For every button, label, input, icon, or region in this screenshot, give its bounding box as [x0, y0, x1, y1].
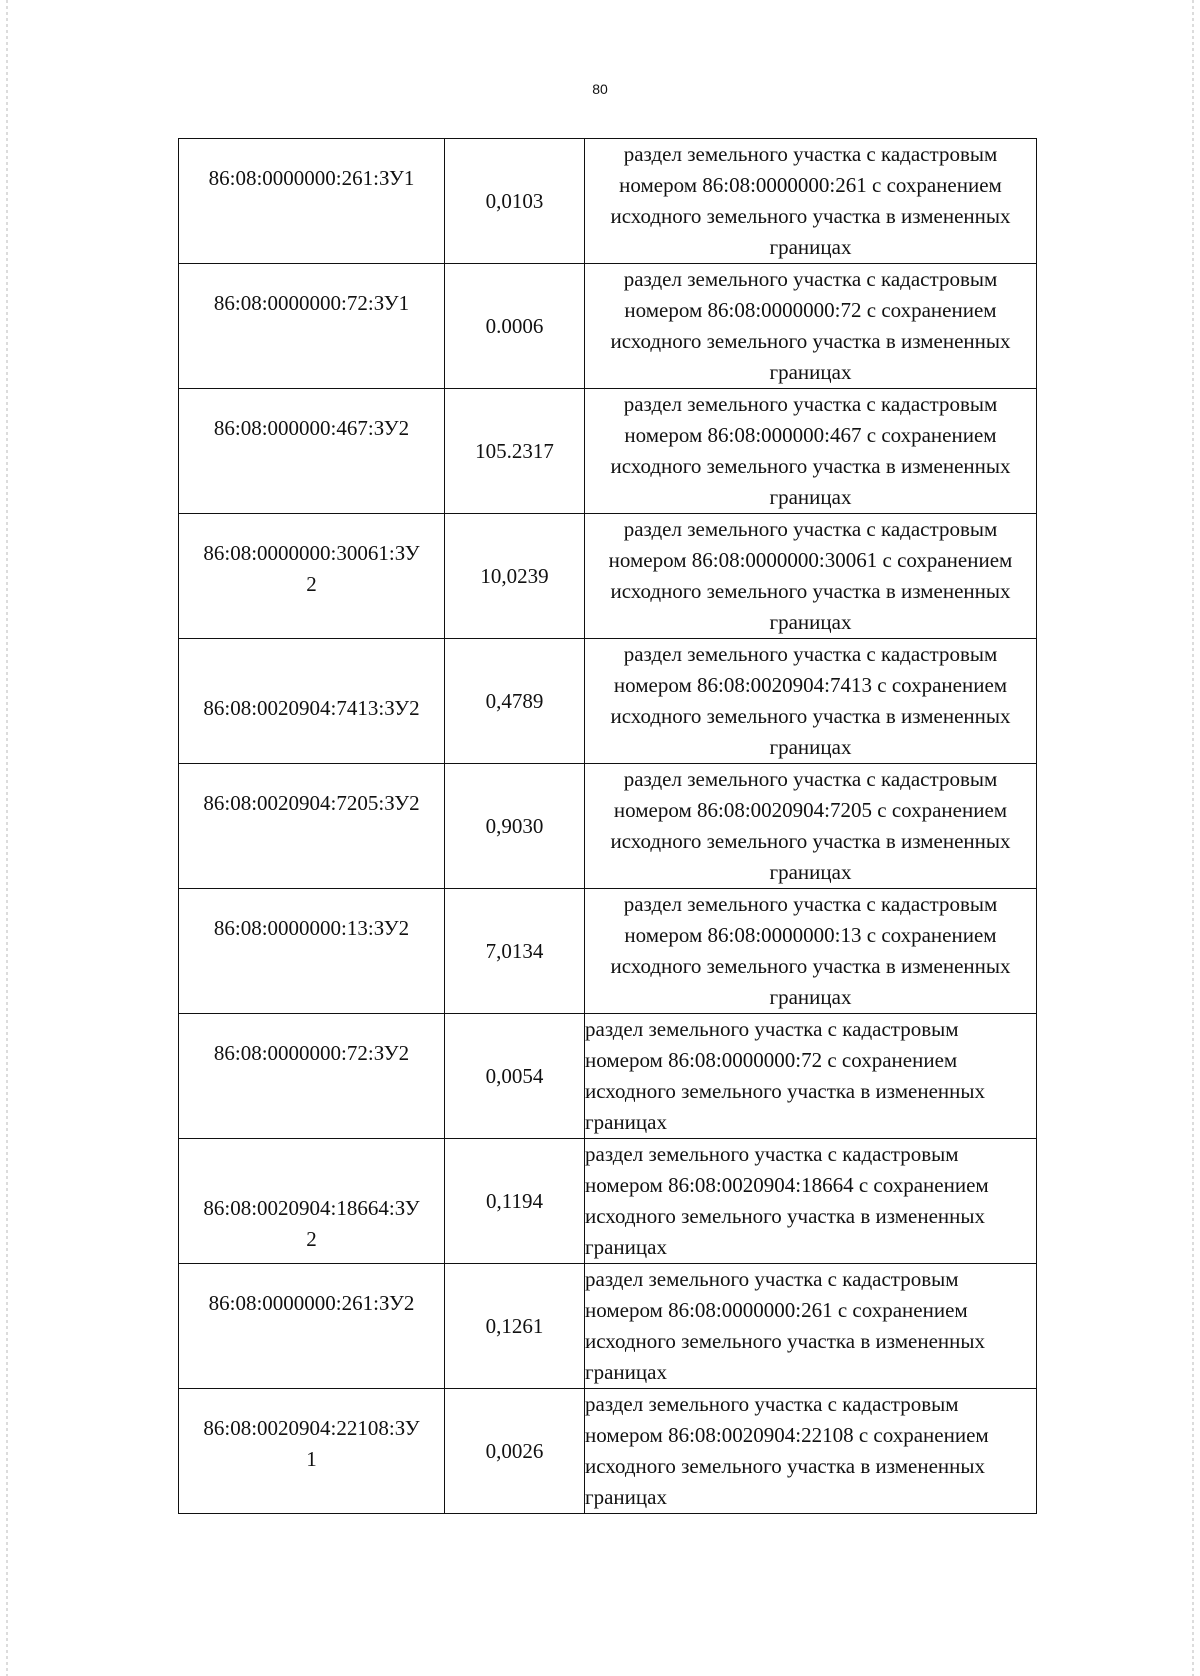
cadastral-number-cell [179, 889, 445, 1014]
cadastral-number-cell [179, 1014, 445, 1139]
cadastral-number-cell [179, 389, 445, 514]
description-text: раздел земельного участка с кадастровым номером 86:08:0020904:18664 с сохранением исходного земельного участка в измененных границах [585, 1142, 989, 1259]
area-value: 0,1194 [486, 1188, 543, 1213]
description-cell [585, 1014, 1037, 1139]
description-cell [585, 764, 1037, 889]
cadastral-number-cell [179, 639, 445, 764]
area-value: 7,0134 [485, 938, 544, 963]
area-cell [445, 764, 585, 889]
page-number: 80 [592, 81, 608, 97]
parcels-table [178, 138, 1037, 1514]
cadastral-number: 86:08:0020904:22108:ЗУ 1 [203, 1416, 420, 1471]
area-cell [445, 389, 585, 514]
area-value: 0,9030 [485, 813, 544, 838]
cadastral-number: 86:08:0020904:7413:ЗУ2 [203, 696, 420, 720]
cadastral-number: 86:08:0020904:7205:ЗУ2 [203, 791, 420, 815]
table-row [179, 1264, 1037, 1389]
area-value: 10,0239 [480, 563, 549, 588]
cadastral-number: 86:08:0020904:18664:ЗУ 2 [203, 1196, 420, 1251]
area-cell [445, 889, 585, 1014]
cadastral-number-cell [179, 264, 445, 389]
table-row [179, 639, 1037, 764]
description-cell [585, 639, 1037, 764]
area-cell [445, 1389, 585, 1514]
description-text: раздел земельного участка с кадастровым номером 86:08:0020904:7205 с сохранением исходного земельного участка в измененных границах [610, 767, 1011, 884]
area-value: 0,0026 [485, 1438, 544, 1463]
description-cell [585, 1389, 1037, 1514]
description-cell [585, 264, 1037, 389]
area-value: 0,4789 [485, 688, 544, 713]
table-row [179, 889, 1037, 1014]
description-cell [585, 139, 1037, 264]
area-value: 105.2317 [475, 438, 554, 463]
area-cell [445, 264, 585, 389]
table-row [179, 139, 1037, 264]
description-text: раздел земельного участка с кадастровым номером 86:08:000000:467 с сохранением исходного земельного участка в измененных границах [610, 392, 1011, 509]
table-row [179, 514, 1037, 639]
description-cell [585, 389, 1037, 514]
cadastral-number: 86:08:0000000:30061:ЗУ 2 [203, 541, 420, 596]
cadastral-number: 86:08:0000000:72:ЗУ1 [213, 291, 410, 315]
cadastral-number: 86:08:0000000:261:ЗУ2 [208, 1291, 415, 1315]
cadastral-number: 86:08:0000000:72:ЗУ2 [213, 1041, 410, 1065]
description-text: раздел земельного участка с кадастровым номером 86:08:0000000:30061 с сохранением исходного земельного участка в измененных границах [608, 517, 1013, 634]
description-text: раздел земельного участка с кадастровым номером 86:08:0000000:261 с сохранением исходного земельного участка в измененных границах [585, 1267, 985, 1384]
description-text: раздел земельного участка с кадастровым номером 86:08:0000000:72 с сохранением исходного земельного участка в измененных границах [585, 1017, 985, 1134]
description-cell [585, 514, 1037, 639]
area-cell [445, 139, 585, 264]
table-row [179, 1389, 1037, 1514]
area-value: 0,0054 [485, 1063, 544, 1088]
description-text: раздел земельного участка с кадастровым номером 86:08:0000000:72 с сохранением исходного земельного участка в измененных границах [610, 267, 1011, 384]
description-cell [585, 1139, 1037, 1264]
description-text: раздел земельного участка с кадастровым номером 86:08:0020904:7413 с сохранением исходного земельного участка в измененных границах [610, 642, 1011, 759]
scan-edge-left [6, 0, 8, 1676]
description-text: раздел земельного участка с кадастровым номером 86:08:0000000:261 с сохранением исходного земельного участка в измененных границах [610, 142, 1011, 259]
description-text: раздел земельного участка с кадастровым номером 86:08:0000000:13 с сохранением исходного земельного участка в измененных границах [610, 892, 1011, 1009]
area-value: 0.0006 [485, 313, 544, 338]
cadastral-number: 86:08:0000000:261:ЗУ1 [208, 166, 415, 190]
table-row [179, 389, 1037, 514]
cadastral-number-cell [179, 1139, 445, 1264]
area-cell [445, 1264, 585, 1389]
description-cell [585, 1264, 1037, 1389]
area-cell [445, 1139, 585, 1264]
cadastral-number: 86:08:000000:467:ЗУ2 [213, 416, 410, 440]
parcels-table-body [179, 139, 1037, 1514]
cadastral-number-cell [179, 764, 445, 889]
table-row [179, 1139, 1037, 1264]
table-row [179, 1014, 1037, 1139]
description-text: раздел земельного участка с кадастровым номером 86:08:0020904:22108 с сохранением исходного земельного участка в измененных границах [585, 1392, 989, 1509]
area-cell [445, 1014, 585, 1139]
description-cell [585, 889, 1037, 1014]
cadastral-number-cell [179, 514, 445, 639]
area-cell [445, 639, 585, 764]
scan-edge-right [1192, 0, 1194, 1676]
area-cell [445, 514, 585, 639]
table-row [179, 264, 1037, 389]
area-value: 0,0103 [485, 188, 544, 213]
cadastral-number-cell [179, 1264, 445, 1389]
table-row [179, 764, 1037, 889]
cadastral-number-cell [179, 139, 445, 264]
area-value: 0,1261 [485, 1313, 544, 1338]
cadastral-number-cell [179, 1389, 445, 1514]
cadastral-number: 86:08:0000000:13:ЗУ2 [213, 916, 410, 940]
